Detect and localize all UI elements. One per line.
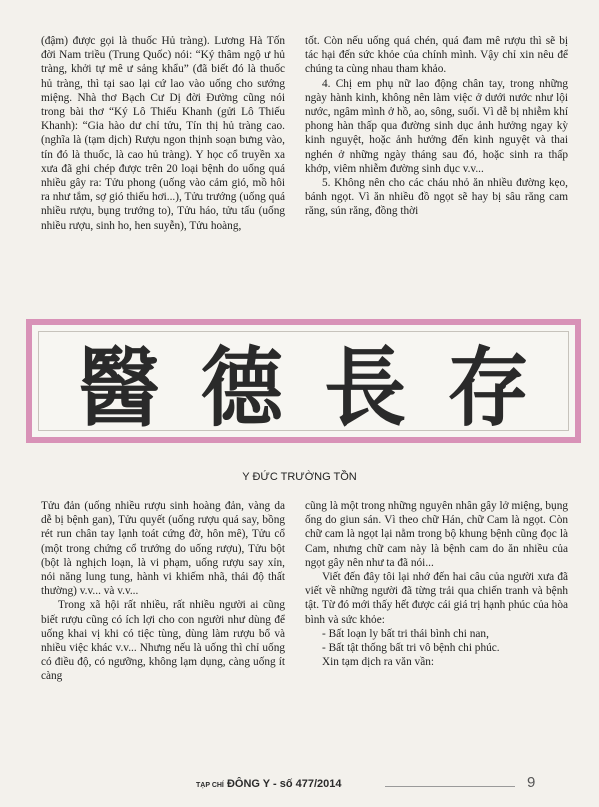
magazine-prefix: TẠP CHÍ bbox=[196, 782, 224, 789]
paragraph: cũng là một trong những nguyên nhân gây lở miệng, bụng ống do giun sán. Vì theo chữ Hán, chữ Cam là ngọt. Còn chữ cam là ngọt lại nằm trong bộ khung bệnh cũng đọc là Cam, nhưng chữ cam này là bệnh cam do ăn nhiều của ngọt gây nên như ta đã nói... bbox=[305, 500, 568, 569]
paragraph: Xin tạm dịch ra văn vần: bbox=[322, 656, 434, 669]
paragraph: 4. Chị em phụ nữ lao động chân tay, trong những ngày hành kinh, không nên làm việc ở dưới nước như lội nước, ngâm mình ở hồ, ao, sông, suối. Vì dễ bị nhiễm khí phong hàn thấp qua đường sinh dục ảnh hưởng ngay kỳ kinh nguyệt, hoặc ảnh hưởng đến kinh nguyệt và thai nghén ở những ngày tháng sau đó, hoặc sinh ra thấp khớp, viêm nhiễm đường sinh dục v.v... bbox=[305, 77, 568, 175]
banner-caption: Y ĐỨC TRƯỜNG TỒN bbox=[242, 471, 357, 483]
calligraphy-char-1: 醫 bbox=[77, 337, 160, 439]
top-left-column bbox=[41, 34, 285, 233]
calligraphy-char-2: 德 bbox=[200, 337, 283, 439]
calligraphy-banner bbox=[26, 319, 581, 443]
paragraph: Trong xã hội rất nhiều, rất nhiều người ai cũng biết rượu cũng có ích lợi cho con người như dùng để uống khai vị khi có tiệc tùng, dùng làm rượu bổ và nhiều việc khác v.v... Nhưng nếu là uống thì chỉ uống có điều độ, có ngưỡng, không lạm dụng, càng uống ít càng bbox=[41, 599, 285, 683]
paragraph: Tửu đản (uống nhiều rượu sinh hoàng đản, vàng da dễ bị bệnh gan), Tửu quyết (uống rượu quá say, bồng rét run chân tay lạnh toát cứng đờ, hôn mê), Tửu cổ (một trong chứng cổ trướng do uống rượu), Tửu bột (bột là nghịch loạn, là vi phạm, uống rượu say xỉn, nói năng lung tung, hành vi khiếm nhã, thái độ thất thường) v.v... và v.v... bbox=[41, 500, 285, 598]
paragraph: 5. Không nên cho các cháu nhỏ ăn nhiều đường kẹo, bánh ngọt. Vì ăn nhiều đồ ngọt sẽ hay bị sâu răng cam răng, sún răng, đồng thời bbox=[305, 177, 568, 218]
top-right-column bbox=[305, 34, 568, 219]
footer-divider bbox=[385, 786, 515, 787]
bottom-right-column bbox=[305, 499, 568, 669]
calligraphy-char-3: 長 bbox=[324, 337, 407, 439]
bottom-left-column bbox=[41, 499, 285, 684]
magazine-issue: ĐÔNG Y - số 477/2014 bbox=[226, 778, 342, 790]
paragraph: tốt. Còn nếu uống quá chén, quá đam mê rượu thì sẽ bị tác hại đến sức khỏe của chính mình. Vậy chỉ xin nêu để chúng ta cùng nhau tham khảo. bbox=[305, 35, 568, 76]
page-number: 9 bbox=[527, 774, 536, 791]
quote-line: - Bất tật thống bất tri vô bệnh chi phúc. bbox=[322, 642, 500, 655]
quote-line: - Bất loạn ly bất tri thái bình chi nan, bbox=[322, 627, 489, 640]
page-footer bbox=[0, 776, 599, 796]
calligraphy-char-4: 存 bbox=[447, 337, 530, 439]
paragraph: (đậm) được gọi là thuốc Hủ tràng). Lương Hà Tốn đời Nam triều (Trung Quốc) nói: “Ký thâm ngộ ư hủ tràng, khởi tự mê ư sảng khẩu” (đã biết đó là thuốc hủ tràng, thì tại sao lại cứ lao vào uống cho sướng miệng. Nhà thơ Bạch Cư Dị đời Đường cũng nói trong bài thơ “Ký Lô Thiếu Khanh (gửi Lô Thiếu Khanh): “Gia hào dư chỉ tửu, Tín thị hủ tràng cao. (nghĩa là (tạm dịch) Rượu ngon thịnh soạn bưng vào, tín đó là thuốc, là cao hủ tràng). Y học cổ truyền xa xưa đã ghi chép được trên 20 loại bệnh do uống quá nhiều gây ra: Tửu phong (uống vào cảm gió, mồ hôi ra như tắm, sợ gió thiếu hơi...), Tửu trướng (uống quá nhiều rượu, bụng trướng to), Tửu háo, tửu tấu (uống nhiều rượu, sinh ho, hen suyễn), Tửu hoàng, bbox=[41, 35, 285, 232]
paragraph: Viết đến đây tôi lại nhớ đến hai câu của người xưa đã viết về những người đã từng trải qua chiến tranh và bệnh tật. Từ đó mới thấy hết được cái giá trị hạnh phúc của hòa bình và sức khỏe: bbox=[305, 571, 568, 626]
magazine-title bbox=[196, 778, 341, 790]
banner-frame bbox=[38, 331, 569, 439]
